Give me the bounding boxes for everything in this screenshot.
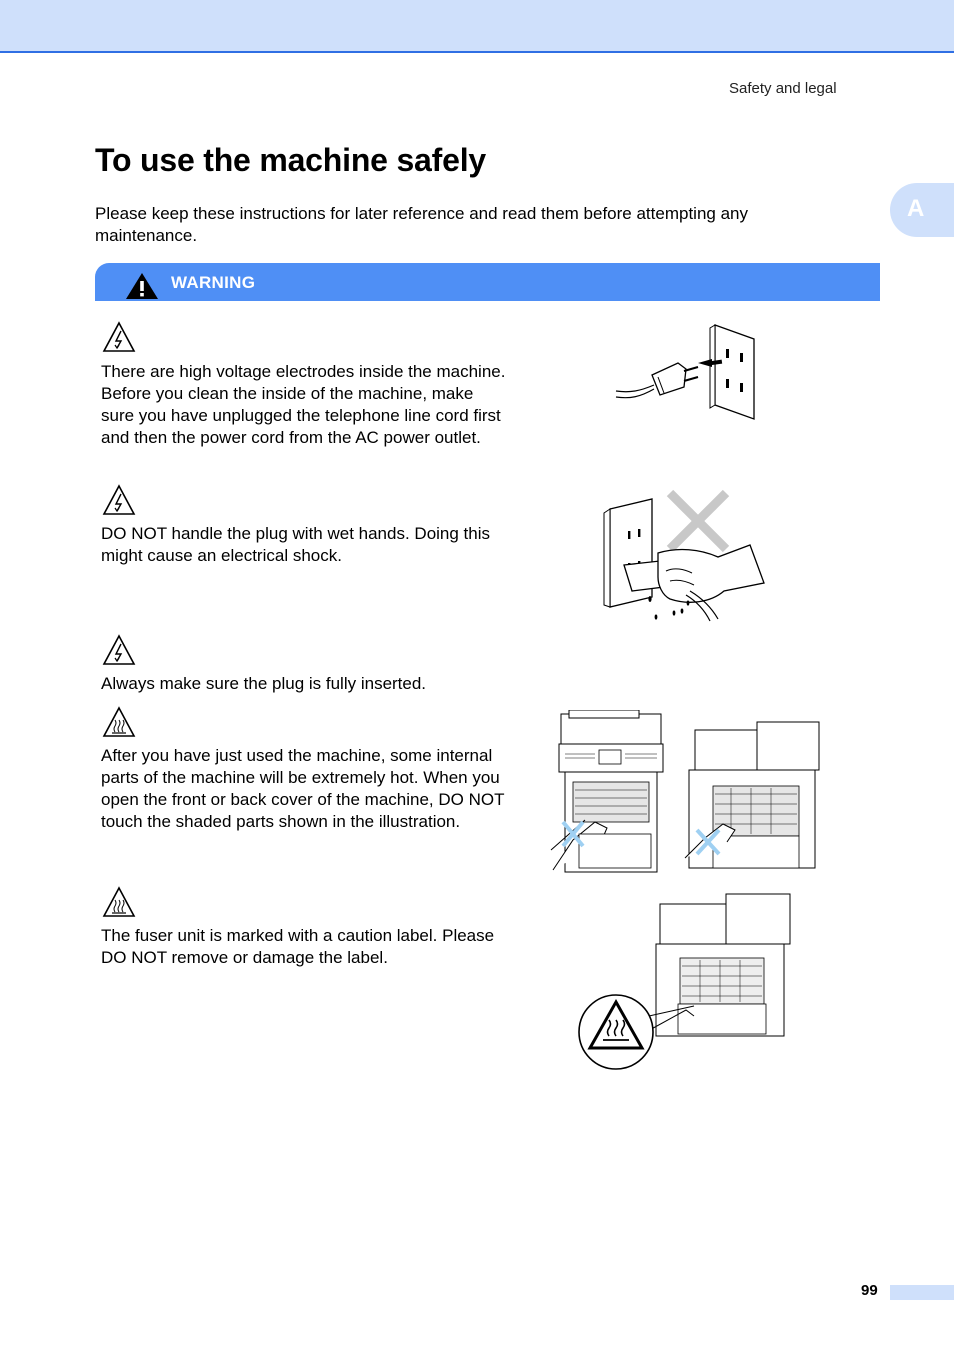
item-4-text: After you have just used the machine, some internal parts of the machine will be extremely hot. When you open the front or back cover of the machine, DO NOT touch the shaded parts shown in the illustration. [101, 746, 505, 831]
page-title: To use the machine safely [95, 142, 486, 178]
intro-paragraph: Please keep these instructions for later reference and read them before attempting any maintenance. [95, 204, 748, 245]
item-3-text: Always make sure the plug is fully inserted. [101, 674, 427, 693]
electrical-hazard-icon [102, 634, 136, 666]
item-2-text: DO NOT handle the plug with wet hands. Doing this might cause an electrical shock. [101, 524, 491, 565]
item-5-text: The fuser unit is marked with a caution label. Please DO NOT remove or damage the label. [101, 926, 495, 967]
footer-band [890, 1285, 954, 1300]
warning-icon [125, 272, 159, 300]
fuser-label-illustration [576, 888, 796, 1070]
unplug-illustration [612, 323, 757, 421]
electrical-hazard-icon [102, 321, 136, 353]
page-number: 99 [861, 1282, 878, 1299]
warning-label: WARNING [171, 273, 256, 292]
hot-parts-illustration [545, 710, 825, 880]
hot-surface-icon [102, 706, 136, 738]
hot-surface-icon [102, 886, 136, 918]
chapter-tab [890, 183, 954, 237]
top-band [0, 0, 954, 53]
chapter-tab-letter: A [907, 195, 925, 222]
wet-hands-illustration [600, 487, 770, 625]
warning-bar [95, 263, 880, 301]
electrical-hazard-icon [102, 484, 136, 516]
running-header: Safety and legal [729, 80, 837, 97]
item-1-text: There are high voltage electrodes inside the machine. Before you clean the inside of the machine, make sure you have unplugged the telephone line cord first and then the power cord from the AC power outlet. [101, 362, 506, 447]
